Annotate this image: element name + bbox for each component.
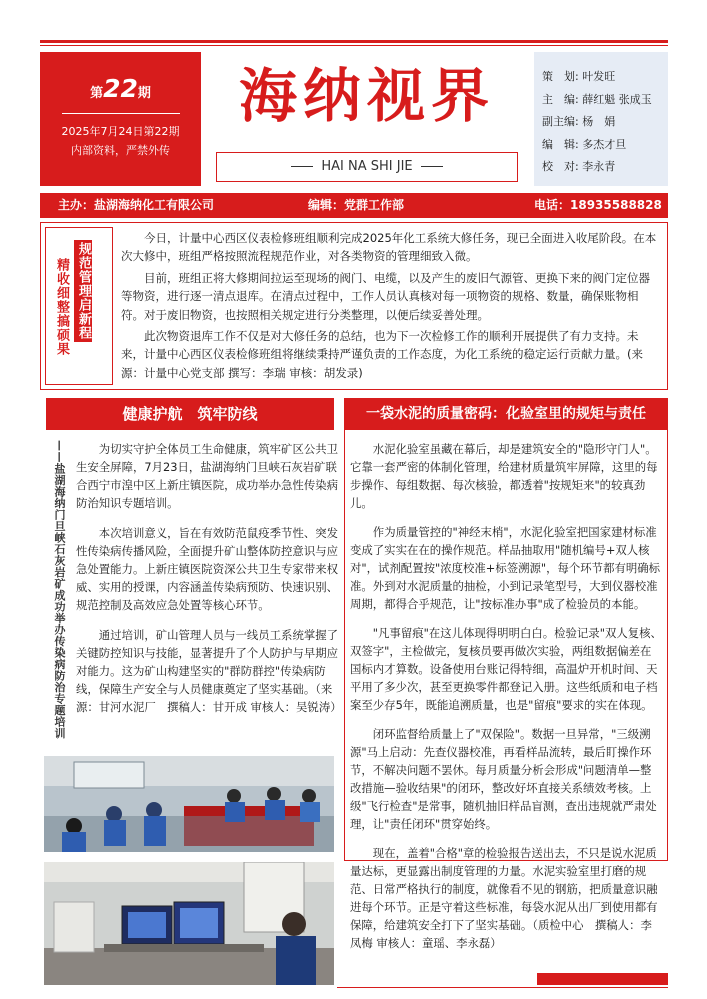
article-paragraph: 水泥化验室虽藏在幕后，却是建筑安全的"隐形守门人"。它靠一套严密的体制化管理，给建材质量筑牢屏障，这里的每步操作、每组数据、每次核验，都透着"按规矩来"的较真劲儿。 xyxy=(350,442,658,510)
staff-proofreader: 校 对: 李永青 xyxy=(542,160,616,173)
article-paragraph: 通过培训，矿山管理人员与一线员工系统掌握了关键防控知识与技能，显著提升了个人防护与早期应对能力。这为矿山构建坚实的"群防群控"传染病防线，保障生产安全与人员健康奠定了坚实基础。（来源：甘河水泥厂 撰稿人：甘开成 审核人：吴锐涛） xyxy=(76,628,342,714)
left-article-heading: 健康护航 筑牢防线 xyxy=(46,398,334,430)
bottom-accent xyxy=(537,973,668,985)
notice-paragraph: 今日，计量中心西区仪表检修班组顺利完成2025年化工系统大修任务，现已全面进入收尾阶段。在本次大修中，班组严格按照流程规范作业，对各类物资的管理细致入微。 xyxy=(121,231,657,264)
left-article-subtitle: ——盐湖海纳门旦峡石灰岩矿成功举办传染病防治专题培训 xyxy=(53,440,66,739)
notice-tag-line2: 规范管理启新程 xyxy=(76,242,91,340)
article-paragraph: 现在，盖着"合格"章的检验报告送出去，不只是说水泥质量达标，更显露出制度管理的力量。水泥实验室里打磨的规范、日常严格执行的制度，就像看不见的钢筋，把质量意识融进每个环节。正是守着这些标准，每袋水泥从出厂到使用都有保障，给建筑安全打下了坚实基础。（质检中心 撰稿人：李凤梅 审核人：童瑶、李永磊） xyxy=(350,846,658,950)
phone-text: 电话：18935588828 xyxy=(534,198,662,212)
staff-chief-editor: 主 编: 薛红魁 张成玉 xyxy=(542,92,652,106)
issue-box xyxy=(40,52,201,186)
bottom-rule xyxy=(337,987,668,988)
issue-number: 第22期 xyxy=(90,74,151,103)
pinyin-box xyxy=(216,152,518,182)
right-article-heading: 一袋水泥的质量密码：化验室里的规矩与责任 xyxy=(344,398,668,430)
notice-paragraph: 目前，班组正将大修期间拉运至现场的阀门、电缆，以及产生的废旧气源管、更换下来的阀门定位器等物资，进行逐一清点退库。在清点过程中，工作人员认真核对每一项物资的规格、数量，确保账物相符。对于废旧物资，也按照相关规定进行分类整理，以便后续妥善处理。 xyxy=(121,270,650,322)
staff-deputy-editor: 副主编: 杨 娟 xyxy=(542,115,616,128)
notice-paragraph: 此次物资退库工作不仅是对大修任务的总结，也为下一次检修工作的顺利开展提供了有力支持。未来，计量中心西区仪表检修班组将继续秉持严谨负责的工作态度，为化工系统的稳定运行贡献力量。(来源：计量中心党支部 撰写：李瑞 审核：胡发录) xyxy=(121,329,643,380)
staff-planner: 策 划: 叶发旺 xyxy=(542,70,616,83)
notice-box xyxy=(40,222,668,390)
issue-divider xyxy=(62,113,180,114)
internal-note: 内部资料，严禁外传 xyxy=(71,144,170,157)
editor-text: 编辑：党群工作部 xyxy=(308,198,405,212)
masthead xyxy=(207,52,527,186)
info-bar xyxy=(40,193,668,218)
notice-tag xyxy=(45,227,113,385)
notice-tag-line1: 精收细整搞硕果 xyxy=(54,258,69,356)
training-photo xyxy=(44,756,334,852)
staff-editor: 编 辑: 多杰才旦 xyxy=(542,137,627,151)
issue-date: 2025年7月24日第22期 xyxy=(61,125,180,138)
lab-photo xyxy=(44,862,334,985)
newspaper-title: 海纳视界 xyxy=(238,62,495,130)
sponsor-text: 主办：盐湖海纳化工有限公司 xyxy=(58,198,215,212)
article-paragraph: 本次培训意义，旨在有效防范鼠疫季节性、突发性传染病传播风险，全面提升矿山整体防控意识与应急处置能力。上新庄镇医院资深公共卫生专家带来权威、实用的授课，内容涵盖传染病预防、快速识别、规范控制及高效应急处置等核心环节。 xyxy=(76,526,339,612)
article-paragraph: 闭环监督给质量上了"双保险"。数据一旦异常，"三级溯源"马上启动：先查仪器校准，再看样品流转，最后盯操作环节，不解决问题不罢休。每月质量分析会形成"问题清单—整改措施—验收结果"的闭环，整改好坏直接关系绩效考核。上级"飞行检查"是常事，随机抽旧样品盲测，查出违规就严肃处理，让"责任闭环"贯穿始终。 xyxy=(350,727,657,831)
staff-list xyxy=(534,52,668,186)
right-article-body xyxy=(350,440,662,963)
notice-body xyxy=(121,229,661,385)
top-rule xyxy=(40,40,668,43)
article-paragraph: "凡事留痕"在这儿体现得明明白白。检验记录"双人复核、双签字"，主检做完，复核员要再做次实验，两组数据偏差在国标内才算数。设备使用台账记得特细，高温炉开机时间、天平用了多少次，甚至更换零件都登记入册。这些纸质和电子档案至少存5年，既能追溯质量，也是"留痕"要求的实在体现。 xyxy=(350,626,662,712)
left-article-body xyxy=(76,440,342,728)
article-paragraph: 作为质量管控的"神经末梢"，水泥化验室把国家建材标准变成了实实在在的操作规范。样品抽取用"随机编号+双人核对"，试剂配置按"浓度校准+标签溯源"，每个环节都有明确标准。外到对水泥质量的抽检，小到记录笔型号，大到仪器校准周期，都得合乎规范，让"按标准办事"成了检验员的本能。 xyxy=(350,525,661,611)
pinyin-title: HAI NA SHI JIE xyxy=(321,159,413,174)
article-paragraph: 为切实守护全体员工生命健康，筑牢矿区公共卫生安全屏障，7月23日，盐湖海纳门旦峡石灰岩矿联合西宁市湟中区上新庄镇医院，成功举办急性传染病防治知识专题培训。 xyxy=(76,442,339,510)
top-rule-thin xyxy=(40,45,668,46)
